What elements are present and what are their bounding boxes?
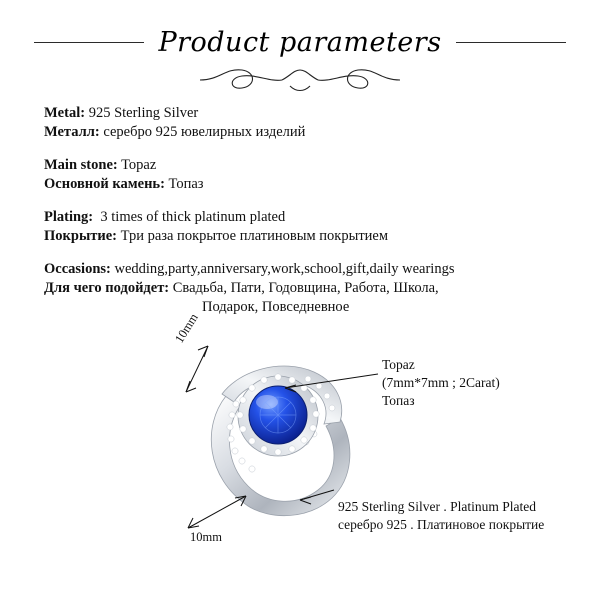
spec-occasions-ru [44,279,564,298]
dimension-label-left: 10mm [172,310,201,346]
callout-band-line1: 925 Sterling Silver . Platinum Plated [338,499,536,514]
spec-occasions-en [44,260,564,279]
page-title-text: Product parameters [158,26,442,58]
spec-metal-ru [44,123,564,142]
spec-occasions-label-ru: Для чего подойдет: [44,280,170,296]
spec-metal-value-ru: серебро 925 ювелирных изделий [99,124,306,140]
spec-plating-en [44,208,564,227]
spec-occasions [44,260,564,317]
spec-plating-label-ru: Покрытие: [44,228,118,244]
spec-metal-en [44,104,564,123]
spec-metal-value-en: 925 Sterling Silver [85,105,199,121]
callout-band [338,498,544,534]
spec-stone-value-ru: Топаз [164,176,204,192]
spec-plating-value-en: 3 times of thick platinum plated [93,209,286,225]
page-title [0,22,600,62]
spec-plating-value-ru: Три раза покрытое платиновым покрытием [117,228,389,244]
spec-stone-en [44,156,564,175]
callout-stone-line1: Topaz [382,357,415,372]
spec-list [44,104,564,331]
spec-main-stone [44,156,564,194]
spec-metal [44,104,564,142]
stone-facets [260,397,296,433]
spec-plating [44,208,564,246]
spec-plating-label-en: Plating: [44,209,94,225]
dimension-label-bottom: 10mm [190,530,222,544]
title-rule-right [456,42,566,43]
spec-plating-ru [44,227,564,246]
spec-occasions-value-en: wedding,party,anniversary,work,school,gift,daily wearings [110,261,455,277]
spec-metal-label-ru: Металл: [44,124,100,140]
spec-stone-ru [44,175,564,194]
flourish-ornament-icon [190,62,410,98]
spec-stone-label-en: Main stone: [44,157,118,173]
callout-band-line2: серебро 925 . Платиновое покрытие [338,517,545,532]
spec-occasions-ru-cont: Подарок, Повседневное [202,299,350,315]
callout-stone [382,356,500,410]
callout-stone-line2: (7mm*7mm ; 2Carat) [382,375,500,390]
spec-occasions-label-en: Occasions: [44,261,111,277]
spec-metal-label-en: Metal: [44,105,86,121]
spec-stone-label-ru: Основной камень: [44,176,165,192]
spec-occasions-value-ru: Свадьба, Пати, Годовщина, Работа, Школа, [169,280,439,296]
title-rule-left [34,42,144,43]
callout-stone-line3: Топаз [382,393,415,408]
spec-stone-value-en: Topaz [117,157,157,173]
